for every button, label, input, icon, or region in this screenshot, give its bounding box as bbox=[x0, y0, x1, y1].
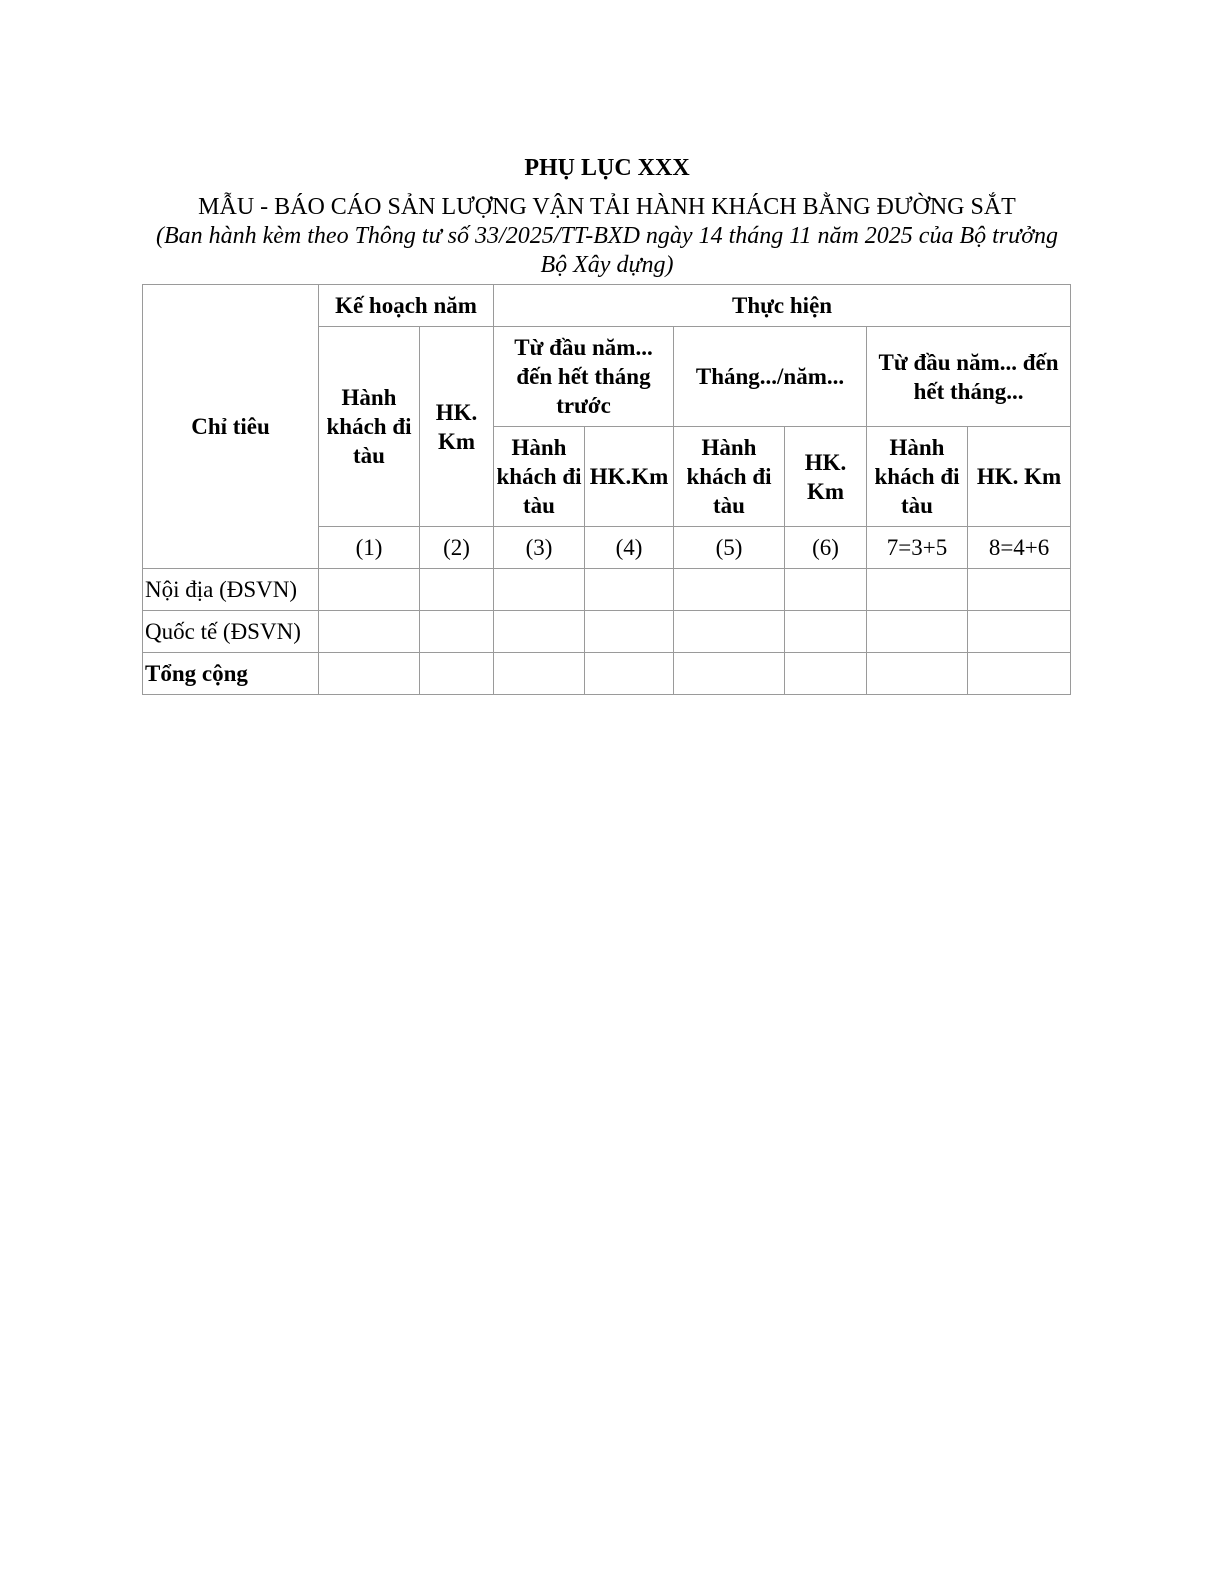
data-cell bbox=[867, 611, 968, 653]
data-cell bbox=[674, 611, 785, 653]
data-cell bbox=[319, 653, 420, 695]
data-cell bbox=[494, 611, 585, 653]
form-title: MẪU - BÁO CÁO SẢN LƯỢNG VẬN TẢI HÀNH KHÁCH BẰNG ĐƯỜNG SẮT bbox=[198, 194, 1016, 220]
data-cell bbox=[785, 611, 867, 653]
header-period-month: Tháng.../năm... bbox=[674, 327, 867, 427]
column-number: 8=4+6 bbox=[968, 527, 1071, 569]
column-number: (1) bbox=[319, 527, 420, 569]
data-cell bbox=[867, 569, 968, 611]
column-number: (3) bbox=[494, 527, 585, 569]
data-cell bbox=[420, 611, 494, 653]
column-number: (5) bbox=[674, 527, 785, 569]
data-cell bbox=[319, 569, 420, 611]
header-chi-tieu: Chỉ tiêu bbox=[143, 285, 319, 569]
data-cell bbox=[968, 653, 1071, 695]
data-cell bbox=[494, 653, 585, 695]
header-cum-hkkm: HK. Km bbox=[968, 427, 1071, 527]
data-cell bbox=[674, 653, 785, 695]
column-number: (4) bbox=[585, 527, 674, 569]
header-month-passengers: Hành khách đi tàu bbox=[674, 427, 785, 527]
data-cell bbox=[319, 611, 420, 653]
header-month-hkkm: HK. Km bbox=[785, 427, 867, 527]
data-cell bbox=[785, 569, 867, 611]
data-cell bbox=[585, 569, 674, 611]
header-period-prev: Từ đầu năm... đến hết tháng trước bbox=[494, 327, 674, 427]
header-plan-passengers: Hành khách đi tàu bbox=[319, 327, 420, 527]
header-cum-passengers: Hành khách đi tàu bbox=[867, 427, 968, 527]
table-row bbox=[143, 569, 1071, 611]
data-cell bbox=[785, 653, 867, 695]
row-label-noi-dia: Nội địa (ĐSVN) bbox=[143, 569, 319, 611]
header-plan-hkkm: HK. Km bbox=[420, 327, 494, 527]
column-number: (6) bbox=[785, 527, 867, 569]
header-thuc-hien: Thực hiện bbox=[494, 285, 1071, 327]
header-period-cum: Từ đầu năm... đến hết tháng... bbox=[867, 327, 1071, 427]
header-prev-passengers: Hành khách đi tàu bbox=[494, 427, 585, 527]
data-cell bbox=[968, 569, 1071, 611]
row-label-tong-cong: Tổng cộng bbox=[143, 653, 319, 695]
data-cell bbox=[867, 653, 968, 695]
data-cell bbox=[420, 653, 494, 695]
issuance-note: (Ban hành kèm theo Thông tư số 33/2025/TT-BXD ngày 14 tháng 11 năm 2025 của Bộ trưởng Bộ Xây dựng) bbox=[155, 223, 1059, 278]
data-cell bbox=[674, 569, 785, 611]
row-label-quoc-te: Quốc tế (ĐSVN) bbox=[143, 611, 319, 653]
column-number: (2) bbox=[420, 527, 494, 569]
table-row bbox=[143, 611, 1071, 653]
appendix-title: PHỤ LỤC XXX bbox=[524, 155, 690, 181]
report-table bbox=[142, 284, 1071, 695]
data-cell bbox=[585, 653, 674, 695]
column-number: 7=3+5 bbox=[867, 527, 968, 569]
data-cell bbox=[420, 569, 494, 611]
data-cell bbox=[585, 611, 674, 653]
table-row bbox=[143, 653, 1071, 695]
header-ke-hoach-nam: Kế hoạch năm bbox=[319, 285, 494, 327]
header-prev-hkkm: HK.Km bbox=[585, 427, 674, 527]
document-header bbox=[140, 152, 1074, 280]
data-cell bbox=[968, 611, 1071, 653]
data-cell bbox=[494, 569, 585, 611]
